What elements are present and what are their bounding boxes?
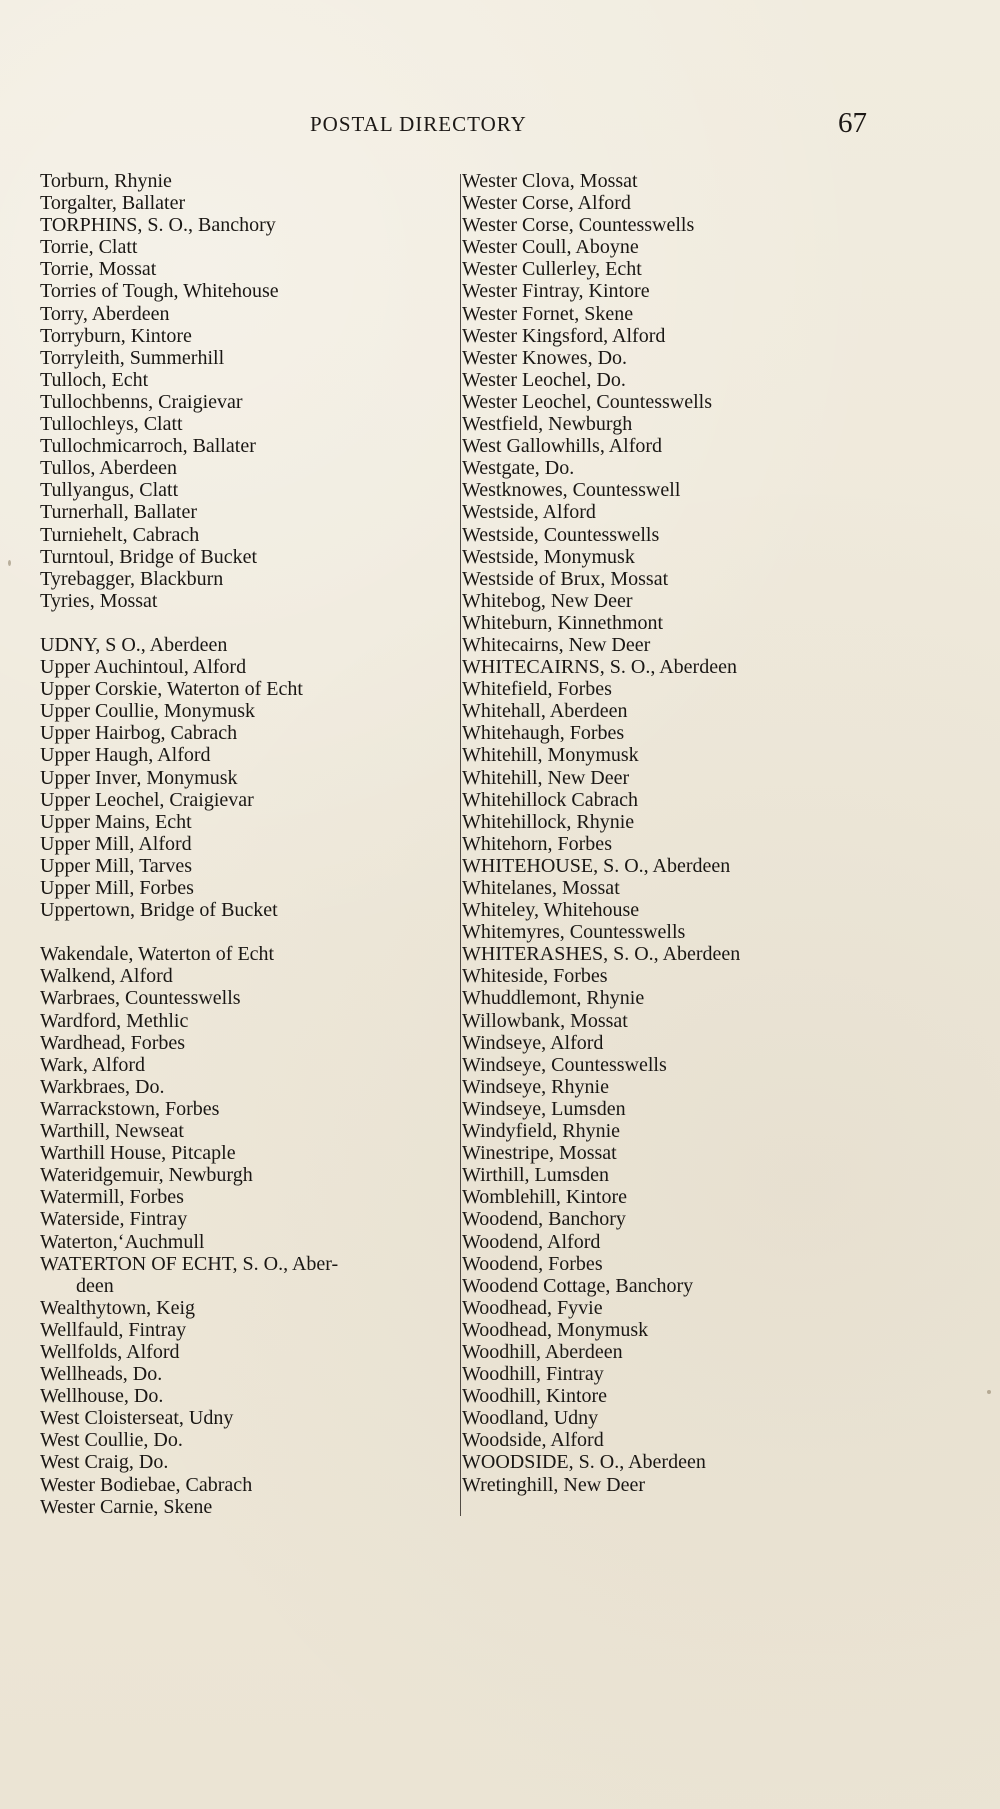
page-number: 67 (838, 107, 867, 139)
directory-entry: Woodend, Forbes (462, 1252, 603, 1275)
directory-entry: Winestripe, Mossat (462, 1142, 617, 1165)
directory-entry: Warthill, Newseat (40, 1120, 184, 1143)
directory-entry: Wester Leochel, Countesswells (462, 390, 712, 413)
directory-entry: Wellhouse, Do. (40, 1385, 164, 1408)
directory-entry: Whiteburn, Kinnethmont (462, 611, 664, 634)
directory-entry: Wellheads, Do. (40, 1363, 163, 1386)
section-gap (40, 921, 450, 943)
directory-entry: Willowbank, Mossat (462, 1009, 628, 1032)
directory-entry: Westfield, Newburgh (462, 413, 633, 436)
directory-entry: Warbraes, Countesswells (40, 987, 241, 1010)
directory-entry: Upper Mill, Alford (40, 832, 192, 855)
directory-entry: Torries of Tough, Whitehouse (40, 280, 279, 303)
directory-entry: Wester Corse, Alford (462, 192, 631, 215)
directory-entry: Tullochmicarroch, Ballater (40, 435, 256, 458)
directory-entry: West Craig, Do. (40, 1451, 169, 1474)
directory-entry: Whitefield, Forbes (462, 678, 612, 701)
directory-entry: Wellfolds, Alford (40, 1340, 180, 1363)
directory-entry: Woodhill, Kintore (462, 1385, 608, 1408)
directory-entry: West Cloisterseat, Udny (40, 1407, 234, 1430)
directory-entry: Wester Coull, Aboyne (462, 236, 639, 259)
directory-entry: Tulloch, Echt (40, 368, 149, 391)
directory-entry: Whitehall, Aberdeen (462, 700, 628, 723)
directory-entry: Walkend, Alford (40, 965, 173, 988)
directory-entry: Whuddlemont, Rhynie (462, 987, 645, 1010)
directory-entry: Whitehorn, Forbes (462, 832, 612, 855)
directory-entry: Warkbraes, Do. (40, 1075, 165, 1098)
directory-entry: Tullochleys, Clatt (40, 413, 183, 436)
directory-entry: Torburn, Rhynie (40, 170, 172, 192)
directory-entry: WHITERASHES, S. O., Aberdeen (462, 943, 741, 966)
directory-entry: Torrie, Clatt (40, 236, 138, 259)
directory-entry: Windseye, Lumsden (462, 1097, 626, 1120)
directory-entry: Wealthytown, Keig (40, 1296, 196, 1319)
directory-entry: Tyries, Mossat (40, 589, 158, 612)
directory-entry: Woodend, Alford (462, 1230, 601, 1253)
directory-entry: Wester Clova, Mossat (462, 170, 638, 192)
directory-entry: Wester Fintray, Kintore (462, 280, 650, 303)
directory-entry: Upper Mill, Tarves (40, 854, 193, 877)
directory-entry: WOODSIDE, S. O., Aberdeen (462, 1451, 706, 1474)
directory-entry: Wretinghill, New Deer (462, 1473, 646, 1496)
directory-entry: Wester Carnie, Skene (40, 1495, 213, 1518)
directory-entry: Wester Kingsford, Alford (462, 324, 666, 347)
directory-entry: Wardford, Methlic (40, 1009, 189, 1032)
paper-speck (987, 1390, 991, 1394)
directory-entry: Woodhill, Fintray (462, 1363, 604, 1386)
directory-entry: West Coullie, Do. (40, 1429, 183, 1452)
directory-entry: Whiteside, Forbes (462, 965, 608, 988)
directory-entry: Upper Inver, Monymusk (40, 766, 238, 789)
directory-entry: Watermill, Forbes (40, 1186, 184, 1209)
directory-entry: Westside, Countesswells (462, 523, 660, 546)
directory-entry: Woodhead, Fyvie (462, 1296, 603, 1319)
directory-entry: Upper Mill, Forbes (40, 877, 194, 899)
directory-entry: Whiteley, Whitehouse (462, 899, 640, 922)
directory-entry: Warthill House, Pitcaple (40, 1142, 236, 1165)
directory-entry: Whitecairns, New Deer (462, 633, 651, 656)
directory-entry: Whitehillock, Rhynie (462, 810, 635, 833)
directory-entry: Wester Cullerley, Echt (462, 258, 642, 281)
column-divider (460, 174, 461, 1516)
directory-entry: Wardhead, Forbes (40, 1031, 186, 1054)
directory-entry: Upper Auchintoul, Alford (40, 656, 247, 679)
directory-entry: WATERTON OF ECHT, S. O., Aber- (40, 1252, 339, 1275)
directory-entry: Torry, Aberdeen (40, 302, 170, 325)
left-column (40, 170, 450, 1518)
directory-entry: Tullyangus, Clatt (40, 479, 179, 502)
directory-entry: Windyfield, Rhynie (462, 1120, 621, 1143)
directory-entry: Whitehaugh, Forbes (462, 722, 625, 745)
directory-entry: Torrie, Mossat (40, 258, 157, 281)
directory-entry: Warrackstown, Forbes (40, 1097, 220, 1120)
directory-entry: Tullochbenns, Craigievar (40, 390, 243, 413)
directory-entry: Westside, Monymusk (462, 545, 635, 568)
directory-entry: Windseye, Alford (462, 1031, 604, 1054)
directory-entry: Woodland, Udny (462, 1407, 599, 1430)
directory-entry: Upper Haugh, Alford (40, 744, 211, 767)
directory-entry: Wateridgemuir, Newburgh (40, 1164, 253, 1187)
directory-entry: Upper Hairbog, Cabrach (40, 722, 238, 745)
directory-entry: Westside of Brux, Mossat (462, 567, 669, 590)
right-column (462, 170, 852, 1496)
directory-entry: Westside, Alford (462, 501, 596, 524)
directory-entry: Windseye, Countesswells (462, 1053, 667, 1076)
directory-entry: Woodend, Banchory (462, 1208, 626, 1231)
directory-entry: Wester Leochel, Do. (462, 368, 626, 391)
directory-entry: Tyrebagger, Blackburn (40, 567, 224, 590)
directory-entry: Whitebog, New Deer (462, 589, 633, 612)
directory-entry: West Gallowhills, Alford (462, 435, 663, 458)
directory-entry: Turnerhall, Ballater (40, 501, 198, 524)
directory-entry: Torryleith, Summerhill (40, 346, 225, 369)
directory-entry: Wester Bodiebae, Cabrach (40, 1473, 253, 1496)
directory-entry: Wellfauld, Fintray (40, 1318, 187, 1341)
directory-entry: Tullos, Aberdeen (40, 457, 178, 480)
directory-entry: Upper Mains, Echt (40, 810, 192, 833)
directory-entry: Waterton,‘Auchmull (40, 1230, 205, 1253)
directory-entry: Westgate, Do. (462, 457, 575, 480)
directory-entry: Womblehill, Kintore (462, 1186, 628, 1209)
directory-entry: WHITECAIRNS, S. O., Aberdeen (462, 656, 737, 679)
directory-entry: Torgalter, Ballater (40, 192, 186, 215)
directory-entry: Torryburn, Kintore (40, 324, 192, 347)
directory-entry: Uppertown, Bridge of Bucket (40, 899, 278, 922)
directory-entry: Turntoul, Bridge of Bucket (40, 545, 258, 568)
section-gap (40, 612, 450, 634)
directory-entry: Whitelanes, Mossat (462, 877, 620, 899)
directory-entry: UDNY, S O., Aberdeen (40, 633, 228, 656)
directory-entry: Woodside, Alford (462, 1429, 604, 1452)
directory-entry: Wark, Alford (40, 1053, 146, 1076)
directory-entry: Woodhill, Aberdeen (462, 1340, 623, 1363)
directory-entry: Wakendale, Waterton of Echt (40, 943, 275, 966)
directory-entry: Wester Knowes, Do. (462, 346, 628, 369)
directory-entry: Wester Fornet, Skene (462, 302, 634, 325)
directory-entry: Whitehill, Monymusk (462, 744, 639, 767)
page-title: POSTAL DIRECTORY (310, 112, 527, 136)
directory-entry: Waterside, Fintray (40, 1208, 188, 1231)
directory-entry: TORPHINS, S. O., Banchory (40, 214, 276, 237)
paper-speck (8, 560, 11, 566)
directory-entry: Westknowes, Countesswell (462, 479, 681, 502)
directory-entry: Woodhead, Monymusk (462, 1318, 649, 1341)
directory-entry: WHITEHOUSE, S. O., Aberdeen (462, 854, 731, 877)
directory-entry: Upper Leochel, Craigievar (40, 788, 254, 811)
directory-entry: Upper Coullie, Monymusk (40, 700, 255, 723)
directory-entry: Whitemyres, Countesswells (462, 921, 686, 944)
directory-entry: Windseye, Rhynie (462, 1075, 609, 1098)
directory-entry: Woodend Cottage, Banchory (462, 1274, 694, 1297)
directory-entry: Wester Corse, Countesswells (462, 214, 695, 237)
directory-entry: Wirthill, Lumsden (462, 1164, 609, 1187)
directory-entry: Turniehelt, Cabrach (40, 523, 200, 546)
directory-entry-continuation: deen (76, 1274, 114, 1297)
directory-entry: Whitehillock Cabrach (462, 788, 639, 811)
directory-entry: Upper Corskie, Waterton of Echt (40, 678, 303, 701)
directory-entry: Whitehill, New Deer (462, 766, 630, 789)
